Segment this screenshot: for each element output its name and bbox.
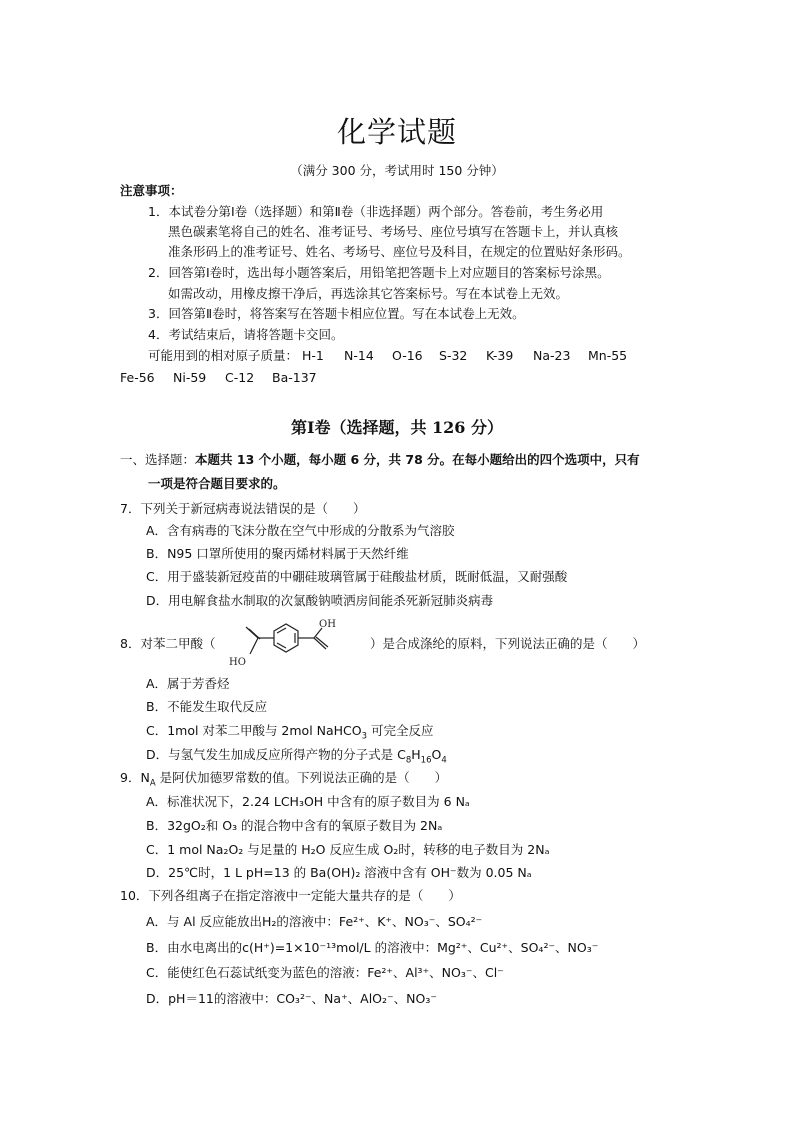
question-8-option-c [146, 722, 434, 742]
notice-item: 准条形码上的准考证号、姓名、考场号、座位号及科目，在规定的位置贴好条形码。 [168, 244, 631, 259]
terephthalic-acid-structure [222, 618, 370, 670]
subscript: 8 [405, 755, 412, 766]
atomic-mass-row [120, 369, 317, 386]
subscript: 16 [420, 755, 432, 766]
subscript: 4 [441, 755, 447, 766]
option-text: 可完全反应 [367, 723, 434, 738]
question-9-stem [120, 769, 448, 789]
question-10-stem: 10．下列各组离子在指定溶液中一定能大量共存的是（ ） [120, 888, 461, 903]
question-10-option-c: C．能使红色石蕊试纸变为蓝色的溶液：Fe²⁺、Al³⁺、NO₃⁻、Cl⁻ [146, 965, 504, 980]
atomic-mass: Ni-59 [173, 370, 207, 385]
atomic-mass: Na-23 [533, 348, 571, 363]
question-9-option-b: B．32gO₂和 O₃ 的混合物中含有的氧原子数目为 2Nₐ [146, 818, 443, 833]
question-10-option-d: D．pH＝11的溶液中：CO₃²⁻、Na⁺、AlO₂⁻、NO₃⁻ [146, 991, 437, 1006]
atomic-mass: O-16 [392, 348, 423, 363]
question-7-option-c: C．用于盛装新冠疫苗的中硼硅玻璃管属于硅酸盐材质，既耐低温，又耐强酸 [146, 569, 568, 584]
question-9-option-d: D．25℃时，1 L pH=13 的 Ba(OH)₂ 溶液中含有 OH⁻数为 0.05 Nₐ [146, 865, 532, 880]
exam-subtitle: （满分 300 分，考试用时 150 分钟） [290, 163, 504, 178]
atomic-mass: Ba-137 [272, 370, 317, 385]
subscript: 3 [361, 731, 368, 742]
hydroxyl-label: HO [229, 657, 246, 668]
page-title: 化学试题 [336, 115, 457, 149]
notice-heading: 注意事项： [120, 183, 183, 198]
notice-item: 3．回答第Ⅱ卷时，将答案写在答题卡相应位置。写在本试卷上无效。 [148, 306, 525, 321]
question-9-option-a: A．标准状况下，2.24 LCH₃OH 中含有的原子数目为 6 Nₐ [146, 794, 470, 809]
atomic-mass: S-32 [439, 348, 468, 363]
question-10-option-a: A．与 Al 反应能放出H₂的溶液中：Fe²⁺、K⁺、NO₃⁻、SO₄²⁻ [146, 914, 483, 929]
atomic-mass: K-39 [486, 348, 514, 363]
question-8-stem-start: 8．对苯二甲酸（ [120, 636, 216, 651]
atomic-mass-row [148, 347, 627, 364]
notice-item: 2．回答第Ⅰ卷时，选出每小题答案后，用铅笔把答题卡上对应题目的答案标号涂黑。 [148, 265, 610, 280]
subscript: A [149, 778, 156, 789]
option-text: D．与氢气发生加成反应所得产物的分子式是 C [146, 747, 406, 762]
atomic-mass-label: 可能用到的相对原子质量： [148, 348, 299, 363]
atomic-mass: H-1 [302, 348, 324, 363]
question-8-stem-end: ）是合成涤纶的原料，下列说法正确的是（ ） [370, 636, 646, 651]
question-8-option-d [146, 746, 447, 766]
section-instructions-cont: 一项是符合题目要求的。 [148, 476, 286, 491]
atomic-mass: Mn-55 [588, 348, 628, 363]
notice-item: 黑色碳素笔将自己的姓名、准考证号、考场号、座位号填写在答题卡上，并认真核 [168, 224, 619, 239]
section-instructions-lead: 一、选择题： [120, 452, 196, 467]
stem-text: 是阿伏加德罗常数的值。下列说法正确的是（ ） [155, 770, 448, 785]
stem-text: 9．N [120, 770, 150, 785]
notice-item: 4．考试结束后，请将答题卡交回。 [148, 327, 344, 342]
atomic-mass: Fe-56 [120, 370, 155, 385]
question-8-option-a: A．属于芳香烃 [146, 676, 230, 691]
question-8-option-b: B．不能发生取代反应 [146, 699, 268, 714]
atomic-mass: N-14 [344, 348, 374, 363]
atomic-mass: C-12 [225, 370, 255, 385]
hydroxyl-label: OH [319, 619, 336, 630]
section-title: 第Ⅰ卷（选择题，共 126 分） [290, 418, 504, 437]
section-instructions [120, 451, 640, 468]
option-text: H [411, 747, 421, 762]
question-10-option-b: B．由水电离出的c(H⁺)=1×10⁻¹³mol/L 的溶液中：Mg²⁺、Cu²⁺、SO₄²⁻、NO₃⁻ [146, 940, 599, 955]
option-text: C．1mol 对苯二甲酸与 2mol NaHCO [146, 723, 362, 738]
question-7-option-b: B．N95 口罩所使用的聚丙烯材料属于天然纤维 [146, 546, 409, 561]
question-9-option-c: C．1 mol Na₂O₂ 与足量的 H₂O 反应生成 O₂时，转移的电子数目为 2Nₐ [146, 842, 550, 857]
option-text: O [431, 747, 442, 762]
section-instructions-text: 本题共 13 个小题，每小题 6 分，共 78 分。在每小题给出的四个选项中，只有 [195, 452, 640, 467]
notice-item: 1．本试卷分第Ⅰ卷（选择题）和第Ⅱ卷（非选择题）两个部分。答卷前，考生务必用 [148, 204, 604, 219]
question-7-stem: 7．下列关于新冠病毒说法错误的是（ ） [120, 501, 366, 516]
question-7-option-d: D．用电解食盐水制取的次氯酸钠喷洒房间能杀死新冠肺炎病毒 [146, 593, 494, 608]
notice-item: 如需改动，用橡皮擦干净后，再选涂其它答案标号。写在本试卷上无效。 [168, 286, 569, 301]
question-7-option-a: A．含有病毒的飞沫分散在空气中形成的分散系为气溶胶 [146, 523, 455, 538]
